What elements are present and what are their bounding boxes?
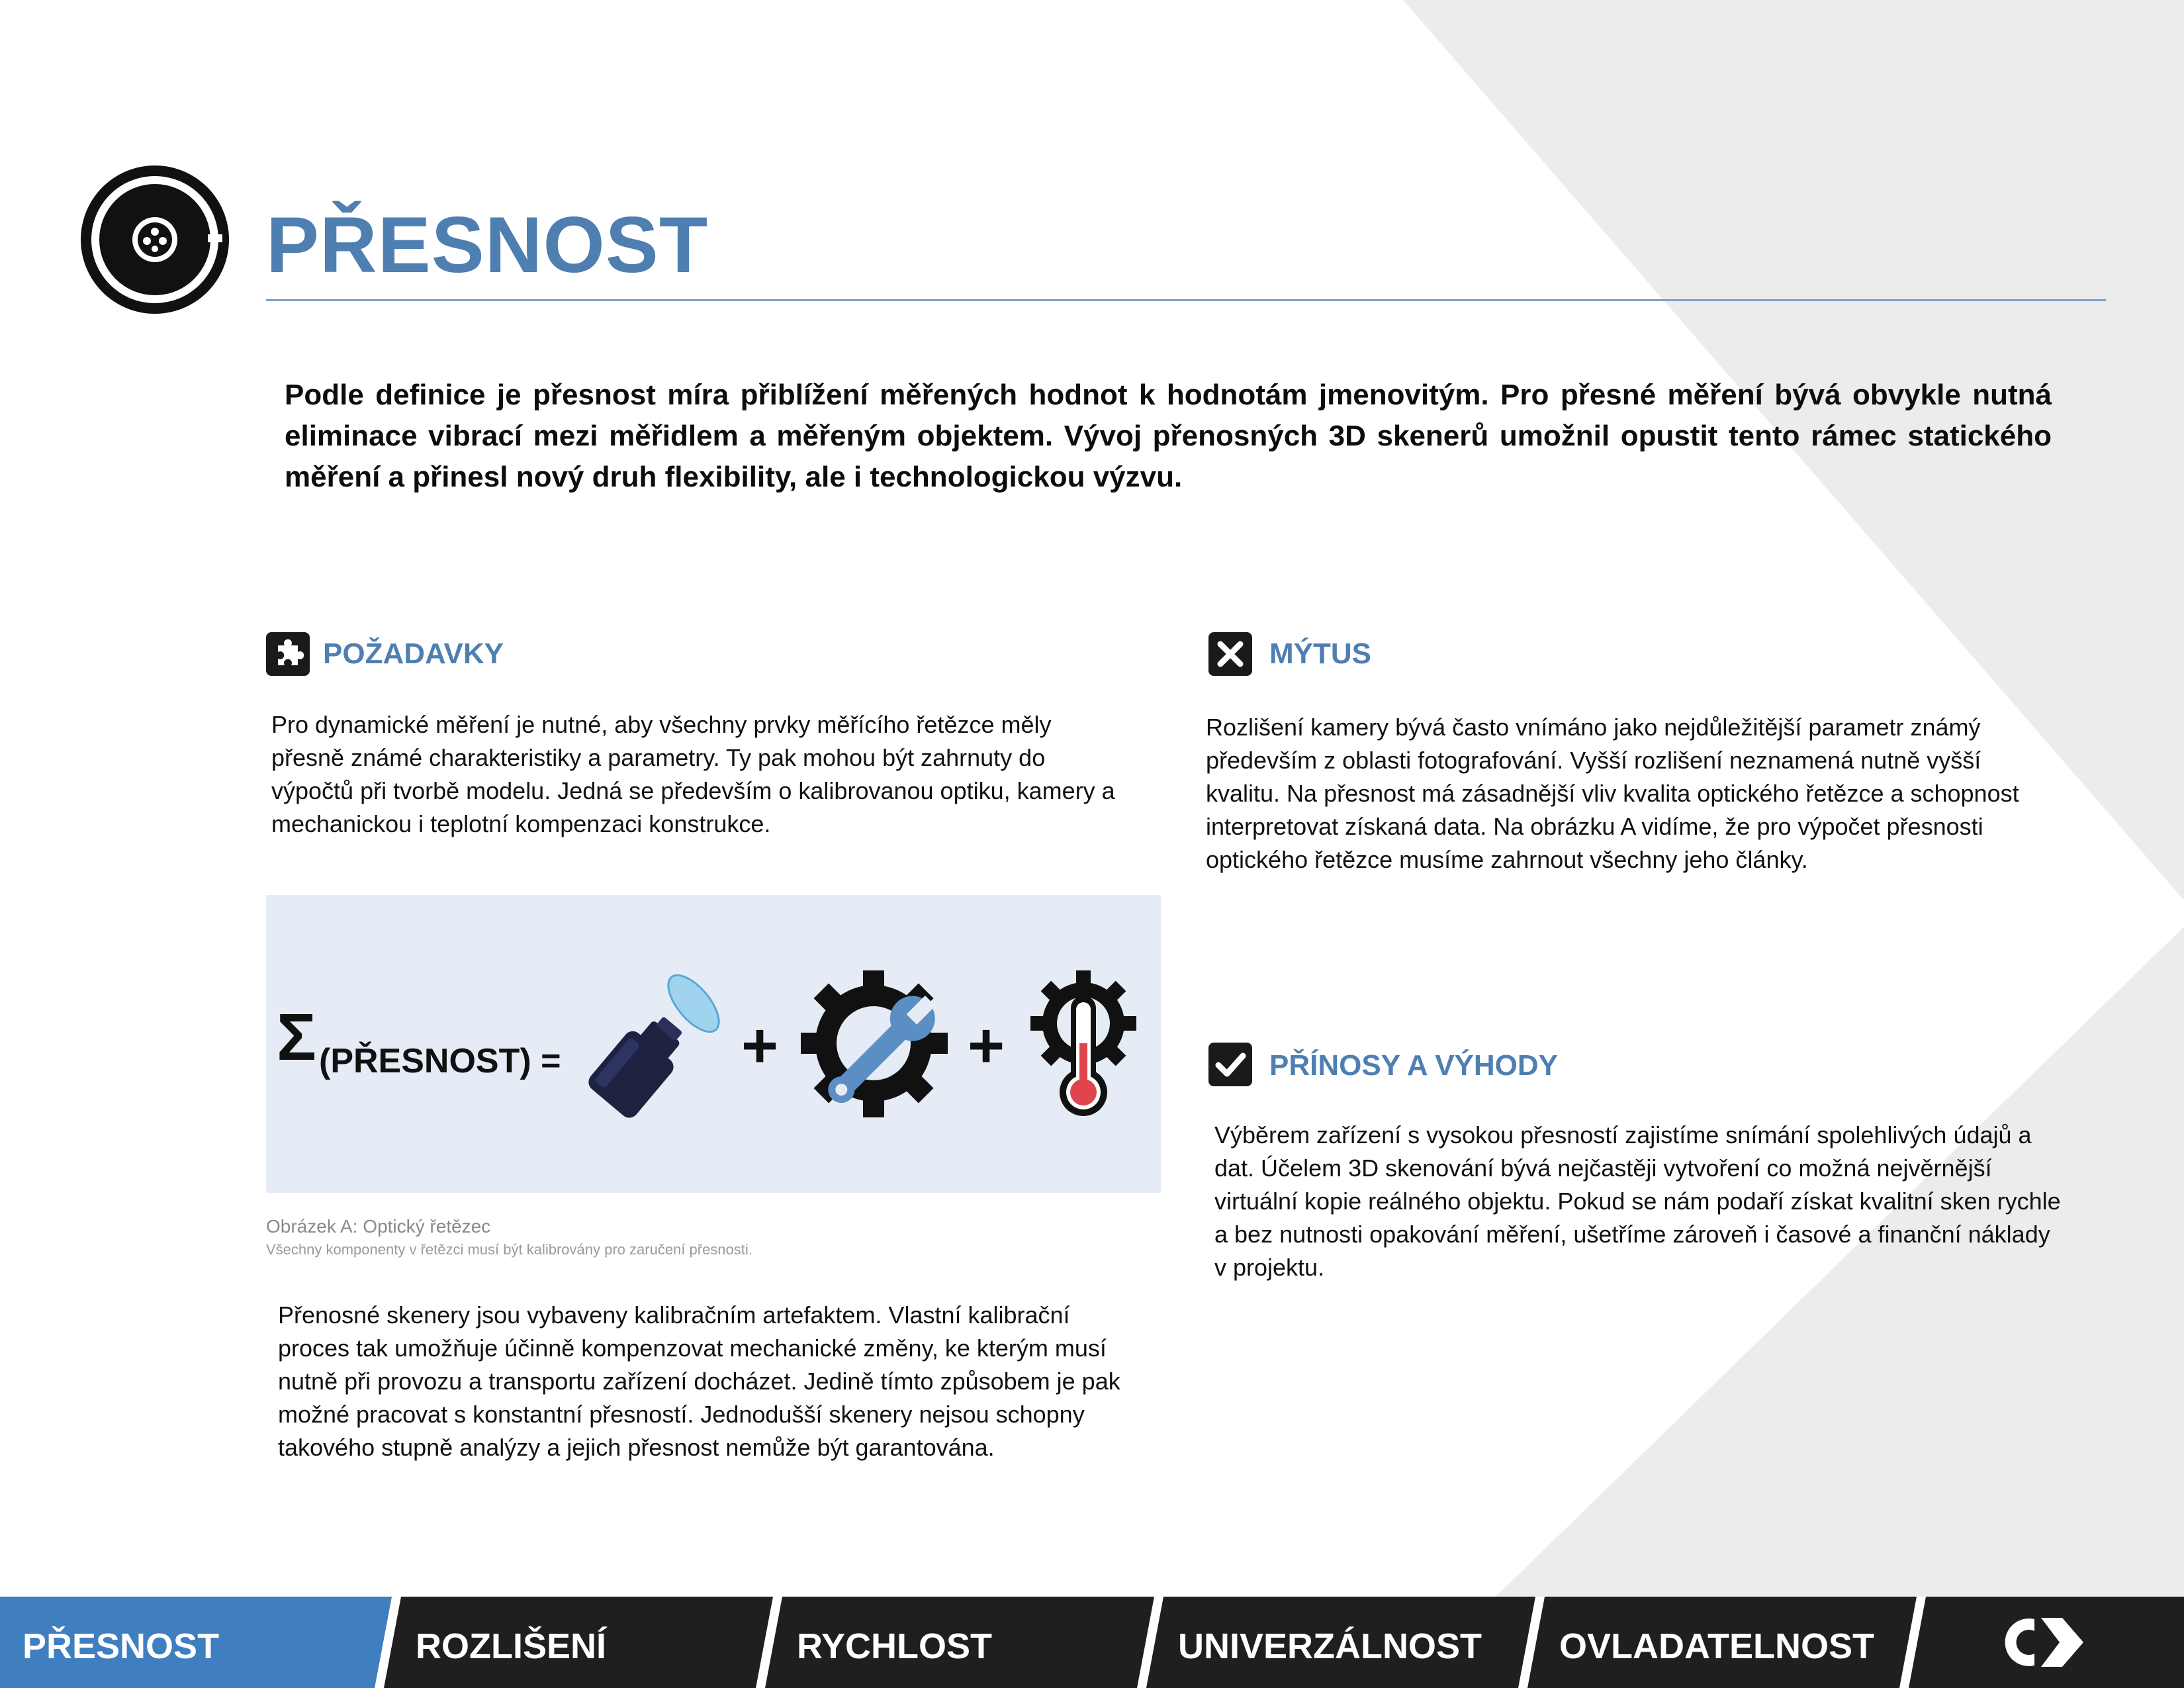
- check-box-icon: [1208, 1043, 1252, 1086]
- benefits-heading: PŘÍNOSY A VÝHODY: [1269, 1049, 1559, 1082]
- camera-lens-icon: [581, 966, 733, 1125]
- nav-tab-rozliseni[interactable]: ROZLIŠENÍ: [416, 1626, 607, 1666]
- x-box-icon: [1208, 632, 1252, 676]
- nav-tab-rychlost[interactable]: RYCHLOST: [797, 1626, 992, 1666]
- intro-paragraph: Podle definice je přesnost míra přiblížení měřených hodnot k hodnotám jmenovitým. Pro přesné měření bývá obvykle nutná eliminace vibrací mezi měřidlem a měřeným objektem. Vývoj přenosných 3D skenerů umožnil opustit tento rámec statického měření a přinesl nový druh flexibility, ale i technologickou výzvu.: [285, 379, 2052, 493]
- myth-text: Rozlišení kamery bývá často vnímáno jako nejdůležitější parametr známý především z oblasti fotografování. Vyšší rozlišení neznamená nutně vyšší kvalitu. Na přesnost má zásadnější vliv kvalita optického řetězce a schopnost interpretovat získaná data. Na obrázku A vidíme, že pro výpočet přesnosti optického řetězce musíme zahrnout všechny jeho články.: [1206, 714, 2019, 873]
- figure-caption-subtitle: Všechny komponenty v řetězci musí být kalibrovány pro zaručení přesnosti.: [266, 1241, 752, 1258]
- scanners-paragraph: Přenosné skenery jsou vybaveny kalibračním artefaktem. Vlastní kalibrační proces tak umožňuje účinně kompenzovat mechanické změny, ke kterým musí nutně při provozu a transportu zařízení docházet. Jedině tímto způsobem je pak možné pracovat s konstantní přesností. Jednodušší skenery nejsou schopny takového stupně analýzy a jejich přesnost nemůže být garantována.: [278, 1301, 1120, 1461]
- figure-caption-title: Obrázek A: Optický řetězec: [266, 1216, 491, 1237]
- brand-logo-icon[interactable]: [1993, 1614, 2086, 1671]
- title-divider: [266, 299, 2106, 301]
- requirements-text: Pro dynamické měření je nutné, aby všechny prvky měřícího řetězce měly přesně známé charakteristiky a parametry. Ty pak mohou být zahrnuty do výpočtů při tvorbě modelu. Jedná se především o kalibrovanou optiku, kamery a mechanickou i teplotní kompenzaci konstrukce.: [271, 711, 1115, 837]
- sigma-symbol: Σ: [277, 1000, 317, 1074]
- puzzle-icon: [266, 632, 310, 676]
- myth-heading: MÝTUS: [1269, 637, 1371, 670]
- plus-sign: +: [968, 1010, 1005, 1081]
- plus-sign: +: [741, 1010, 779, 1081]
- requirements-heading: POŽADAVKY: [323, 637, 504, 670]
- nav-tab-presnost[interactable]: PŘESNOST: [23, 1626, 220, 1666]
- nav-tab-ovladatelnost[interactable]: OVLADATELNOST: [1559, 1626, 1874, 1666]
- page-title: PŘESNOST: [266, 201, 709, 289]
- gear-thermometer-icon: [1030, 970, 1137, 1123]
- gear-wrench-icon: [801, 970, 960, 1129]
- benefits-text: Výběrem zařízení s vysokou přesností zajistíme snímání spolehlivých údajů a dat. Účelem 3D skenování bývá nejčastěji vytvoření co možná nejvěrnější virtuální kopie reálného objektu. Pokud se nám podaří získat kvalitní sken rychle a bez nutnosti opakování měření, ušetříme zároveň i časové a finanční náklady v projektu.: [1214, 1121, 2061, 1281]
- formula-label: (PŘESNOST) =: [319, 1042, 561, 1080]
- nav-tab-univerzalnost[interactable]: UNIVERZÁLNOST: [1178, 1626, 1482, 1666]
- lens-ring-icon: [78, 163, 232, 316]
